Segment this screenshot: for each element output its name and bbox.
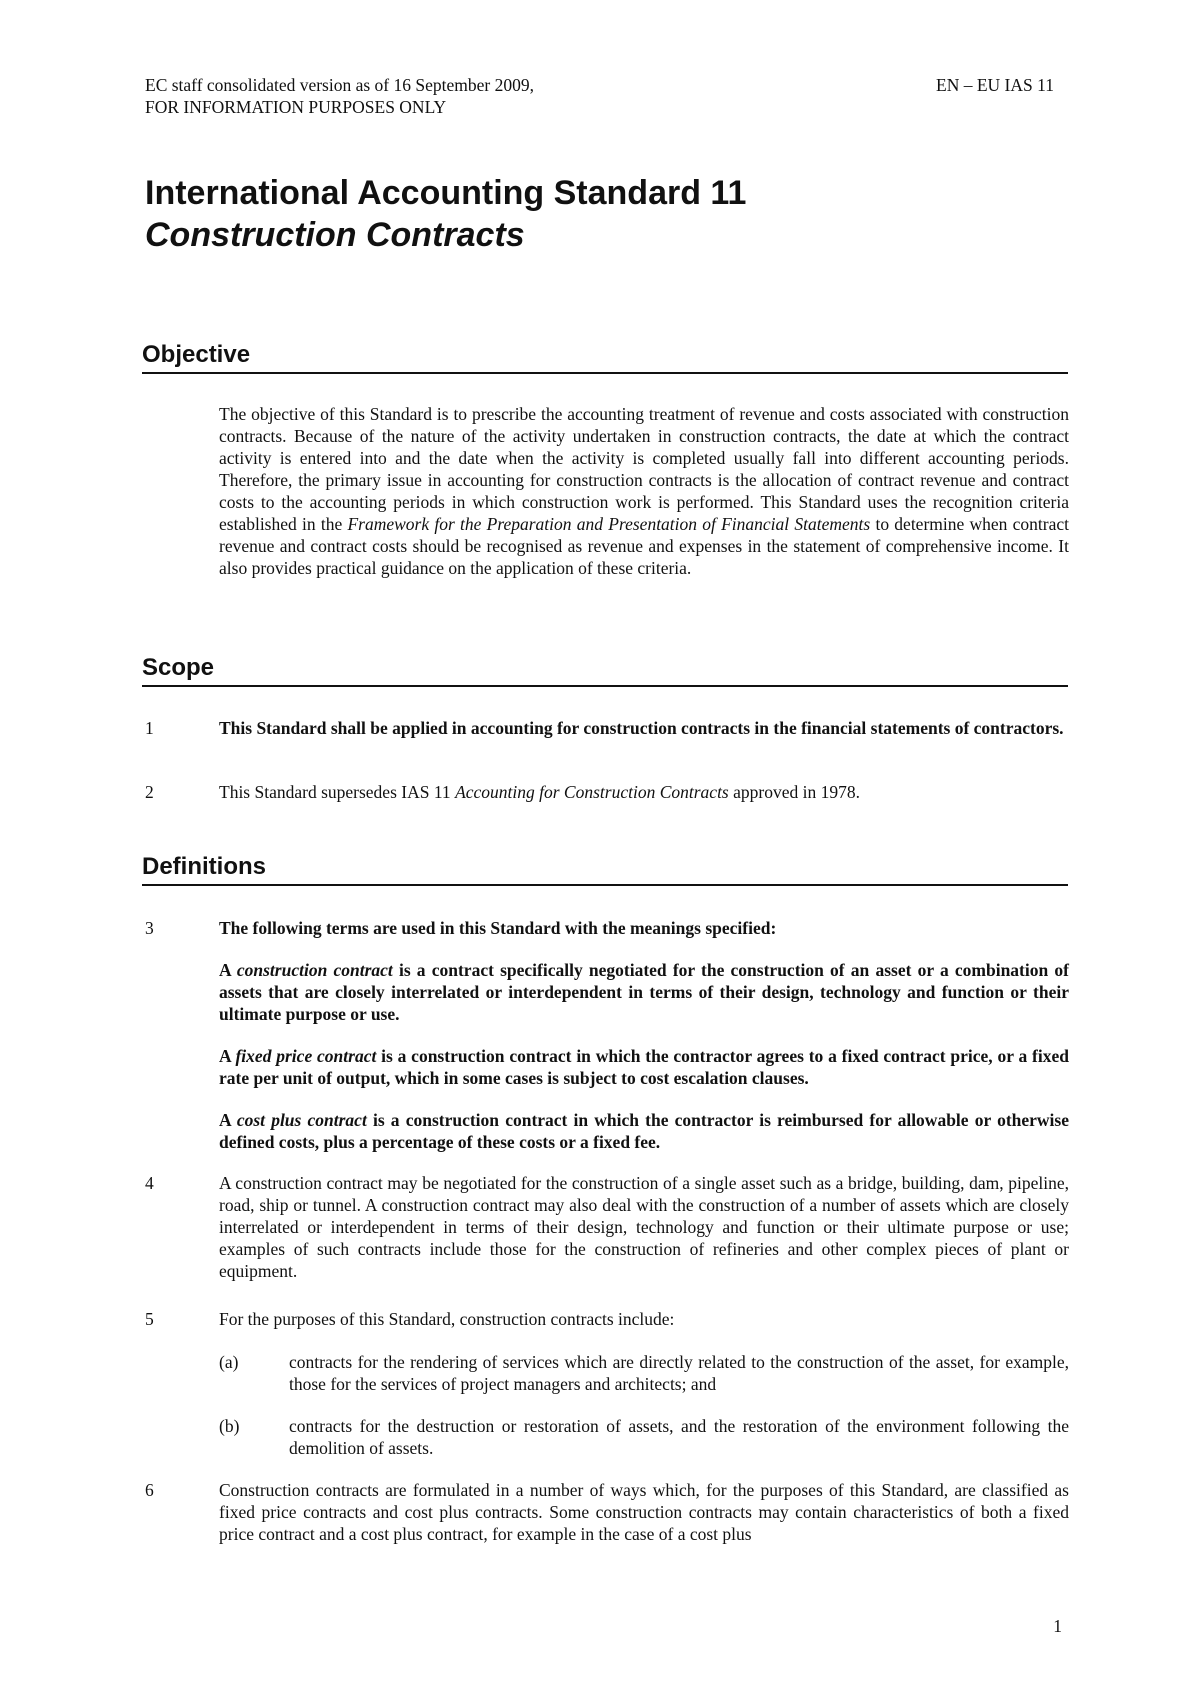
paragraph-number-3: 3 xyxy=(145,918,154,938)
definition-fixed-price-contract xyxy=(219,1045,1069,1089)
paragraph-number-6: 6 xyxy=(145,1480,154,1500)
def2-prefix: A xyxy=(219,1046,236,1066)
running-header-left xyxy=(145,74,534,118)
header-purpose-line: FOR INFORMATION PURPOSES ONLY xyxy=(145,97,447,117)
def1-term: construction contract xyxy=(236,960,393,980)
title-main: International Accounting Standard 11 xyxy=(145,174,747,212)
objective-paragraph xyxy=(219,403,1069,579)
list-item-a: contracts for the rendering of services which are directly related to the construction of the asset, for example, those for the services of project managers and architects; and xyxy=(289,1352,1069,1394)
page-number: 1 xyxy=(1053,1616,1062,1636)
paragraph-3-intro: The following terms are used in this Standard with the meanings specified: xyxy=(219,918,777,938)
def1-prefix: A xyxy=(219,960,237,980)
def1-text: is a contract specifically negotiated for the construction of an asset or a combination of assets that are closely interrelated or interdependent in terms of their design, technology and function or their ultimate purpose or use. xyxy=(219,960,1069,1024)
def3-term: cost plus contract xyxy=(236,1110,367,1130)
running-header-right: EN – EU IAS 11 xyxy=(936,75,1054,95)
objective-text-b: to determine when contract revenue and contract costs should be recognised as revenue and expenses in the statement of comprehensive income. It also provides practical guidance on the application of these criteria. xyxy=(219,514,1069,578)
paragraph-1: This Standard shall be applied in accounting for construction contracts in the financial statements of contractors. xyxy=(219,718,1064,738)
document-title xyxy=(145,172,746,256)
objective-framework-title: Framework for the Preparation and Presentation of Financial Statements xyxy=(347,514,871,534)
p2-superseded-title: Accounting for Construction Contracts xyxy=(455,782,729,802)
section-heading-definitions: Definitions xyxy=(142,853,1068,886)
list-label-a: (a) xyxy=(219,1352,239,1372)
paragraph-6: Construction contracts are formulated in a number of ways which, for the purposes of this Standard, are classified as fixed price contracts and cost plus contracts. Some construction contracts may contain characteristics of both a fixed price contract and a cost plus contract, for example in the case of a cost plus xyxy=(219,1480,1069,1544)
paragraph-number-1: 1 xyxy=(145,718,154,738)
section-heading-scope: Scope xyxy=(142,654,1068,687)
paragraph-number-5: 5 xyxy=(145,1309,154,1329)
list-label-b: (b) xyxy=(219,1416,240,1436)
paragraph-number-2: 2 xyxy=(145,782,154,802)
paragraph-2 xyxy=(219,781,1069,803)
def3-prefix: A xyxy=(219,1110,237,1130)
def2-term: fixed price contract xyxy=(235,1046,377,1066)
paragraph-5: For the purposes of this Standard, construction contracts include: xyxy=(219,1309,675,1329)
paragraph-4: A construction contract may be negotiated for the construction of a single asset such as a bridge, building, dam, pipeline, road, ship or tunnel. A construction contract may also deal with the construction of a number of assets which are closely interrelated or interdependent in terms of their design, technology and function or their ultimate purpose or use; examples of such contracts include those for the construction of refineries and other complex pieces of plant or equipment. xyxy=(219,1173,1069,1281)
definition-construction-contract xyxy=(219,959,1069,1025)
objective-text-a: The objective of this Standard is to prescribe the accounting treatment of revenue and costs associated with construction contracts. Because of the nature of the activity undertaken in construction contracts, the date at which the contract activity is entered into and the date when the activity is completed usually fall into different accounting periods. Therefore, the primary issue in accounting for construction contracts is the allocation of contract revenue and contract costs to the accounting periods in which construction work is performed. This Standard uses the recognition criteria established in the xyxy=(219,404,1069,534)
paragraph-number-4: 4 xyxy=(145,1173,154,1193)
def2-text: is a construction contract in which the contractor agrees to a fixed contract price, or a fixed rate per unit of output, which in some cases is subject to cost escalation clauses. xyxy=(219,1046,1069,1088)
list-item-b: contracts for the destruction or restoration of assets, and the restoration of the environment following the demolition of assets. xyxy=(289,1416,1069,1458)
header-version-line: EC staff consolidated version as of 16 September 2009, xyxy=(145,75,534,95)
def3-text: is a construction contract in which the contractor is reimbursed for allowable or otherwise defined costs, plus a percentage of these costs or a fixed fee. xyxy=(219,1110,1069,1152)
definition-cost-plus-contract xyxy=(219,1109,1069,1153)
title-subtitle: Construction Contracts xyxy=(145,216,525,254)
p2-text-b: approved in 1978. xyxy=(728,782,860,802)
p2-text-a: This Standard supersedes IAS 11 xyxy=(219,782,456,802)
section-heading-objective: Objective xyxy=(142,341,1068,374)
